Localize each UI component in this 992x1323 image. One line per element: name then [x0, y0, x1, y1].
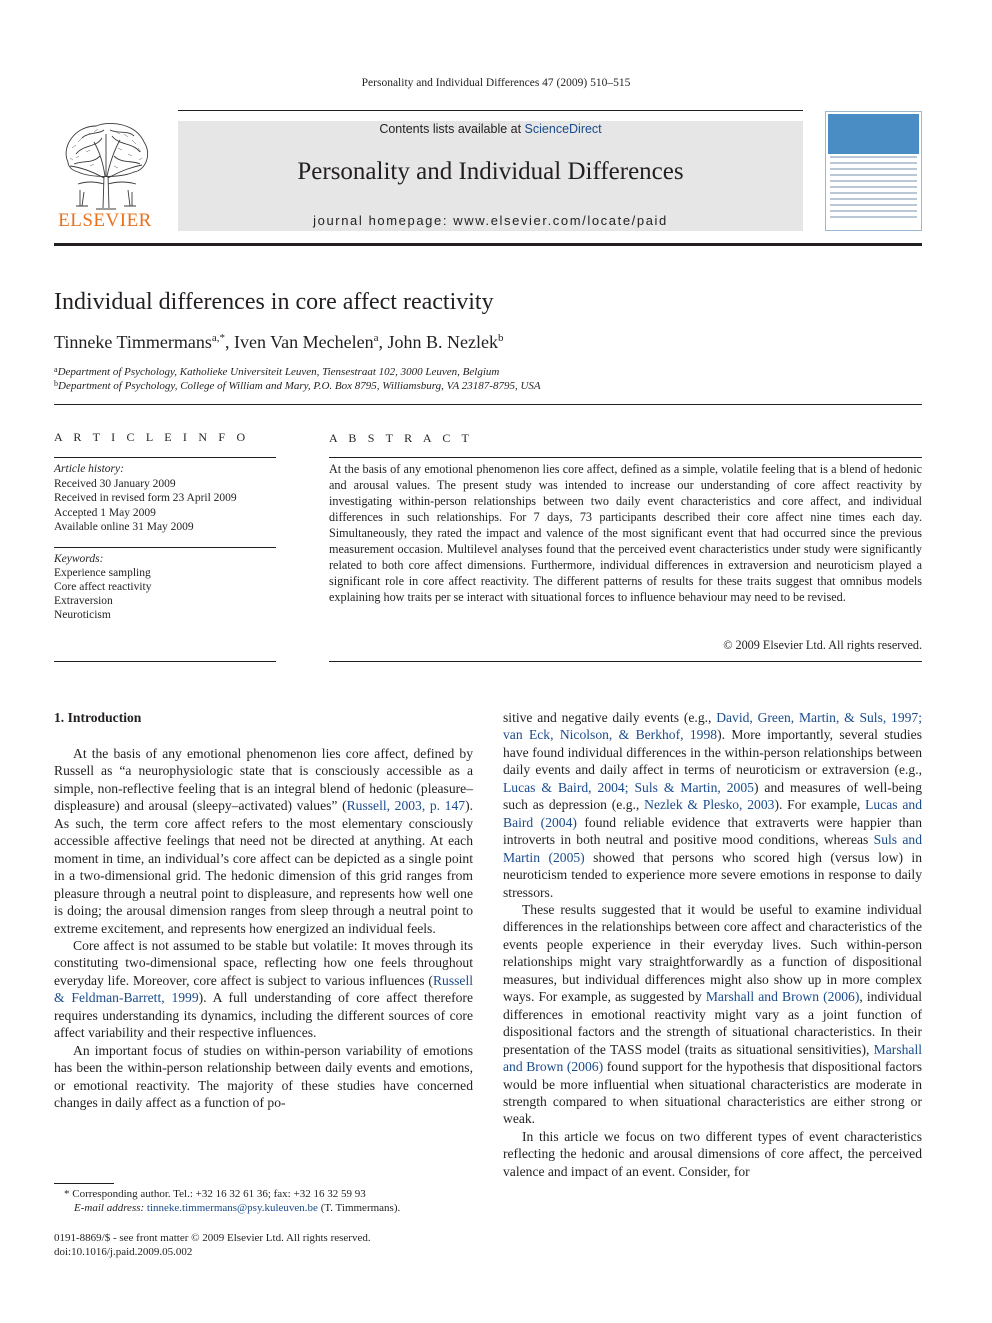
top-rule [178, 110, 803, 111]
elsevier-logo[interactable] [54, 118, 156, 230]
elsevier-tree-icon [56, 118, 156, 210]
email-label: E-mail address: [74, 1202, 147, 1214]
keyword-item: Experience sampling [54, 567, 151, 579]
section-heading-introduction: 1. Introduction [54, 710, 142, 725]
abstract-bottom-rule [329, 661, 922, 662]
footnote-rule [54, 1183, 114, 1184]
author-affil-marker[interactable]: b [498, 332, 504, 344]
journal-homepage[interactable]: journal homepage: www.elsevier.com/locate/paid [313, 213, 668, 228]
history-item: Available online 31 May 2009 [54, 521, 194, 533]
contents-prefix: Contents lists available at [379, 122, 525, 136]
article-info-bottom-rule [54, 661, 276, 662]
author-affil-marker[interactable]: a,* [211, 332, 226, 344]
email-link[interactable]: tinneke.timmermans@psy.kuleuven.be [146, 1202, 318, 1214]
author-name: Iven Van Mechelen [234, 332, 374, 352]
affiliation-text: Department of Psychology, College of William and Mary, P.O. Box 8795, Williamsburg, VA 23187-8795, USA [58, 380, 541, 392]
paragraph-text: showed that persons who scored high (versus low) in neuroticism tended to experience more severe emotions in response to daily stressors. [503, 849, 923, 900]
paragraph-text: sitive and negative daily events (e.g., [503, 710, 717, 725]
paragraph-text: ). As such, the term core affect refers to the most elementary consciously accessible affective feelings that need not be directed at anything. At each moment in time, an individual’s core affect can be depicted as a single point in a two-dimensional grid. The hedonic dimension of this grid ranges from pleasure through a neutral point to displeasure, and represents how well one is doing; the arousal dimension ranges from sleep through a neutral point to extreme excitement, and represents how energized an individual feels. [54, 798, 473, 936]
history-item: Received in revised form 23 April 2009 [54, 492, 237, 504]
header-divider [54, 243, 922, 246]
article-history [54, 462, 237, 535]
paragraph-text: , individual differences in emotional reactivity might vary as a joint function of dispositional factors and the strength of situational characteristics. In their presentation of the TASS model (traits as situational sensitivities), [503, 989, 922, 1057]
affiliation-marker: b [54, 379, 58, 388]
body-paragraph [503, 709, 922, 901]
body-paragraph [503, 901, 922, 1128]
body-column-right [503, 709, 922, 1180]
author-list [54, 332, 504, 353]
author-separator: , [225, 332, 235, 352]
journal-cover-thumbnail[interactable] [825, 111, 922, 231]
history-item: Accepted 1 May 2009 [54, 506, 156, 519]
keywords [54, 552, 152, 622]
paragraph-text: ). For example, [774, 797, 866, 813]
paragraph-text: Core affect is not assumed to be stable but volatile: It moves through its constituting two-dimensional space, reflecting how one feels throughout everyday life. Moreover, core affect is subject to various influences ( [54, 937, 473, 988]
keywords-rule [54, 547, 276, 548]
email-footnote [54, 1201, 400, 1215]
article-info-label: A R T I C L E I N F O [54, 430, 250, 444]
citation-link[interactable]: David, Green, Martin, & Suls, 1997; van Eck, Nicolson, & Berkhof, 1998 [503, 710, 922, 743]
doi-line[interactable]: doi:10.1016/j.paid.2009.05.002 [54, 1246, 193, 1258]
author-separator: , [378, 332, 388, 352]
author-name: John B. Nezlek [387, 332, 499, 352]
body-column-left [54, 745, 473, 1112]
running-head: Personality and Individual Differences 47 (2009) 510–515 [361, 77, 631, 89]
body-paragraph [54, 937, 473, 1042]
abstract-copyright: © 2009 Elsevier Ltd. All rights reserved. [723, 638, 922, 652]
paragraph-text: An important focus of studies on within-person variability of emotions has been the within-person relationship between daily events and emotions, or emotional reactivity. The majority of these studies have concerned changes in daily affect as a function of po- [54, 1042, 473, 1111]
contents-line [178, 121, 803, 136]
paragraph-text: ). More importantly, several studies have found individual differences in the within-person relationships between daily events and daily affect in terms of neuroticism or extraversion (e.g., [503, 727, 922, 778]
author-affil-marker[interactable]: a [373, 332, 379, 344]
affiliation-text: Department of Psychology, Katholieke Universiteit Leuven, Tiensestraat 102, 3000 Leuven, Belgium [57, 366, 500, 378]
cover-contents-lines [830, 156, 917, 222]
abstract-text: At the basis of any emotional phenomenon lies core affect, defined as a simple, volatile feeling that is a blend of hedonic and arousal values. The present study was intended to increase our understanding of core affect reactivity by investigating within-person relationships between two daily event characteristics and core affect, and individual differences in such relationships. For 7 days, 73 participants described their core affect nine times each day. Simultaneously, they rated the impact and valence of the most significant event that had occurred since the previous measurement occasion. Multilevel analyses found that the perceived event characteristics under study were significantly related to both core affect dimensions. Furthermore, individual differences in extraversion and neuroticism played a significant role in core affect reactivity. The different patterns of results for these traits suggest that omnibus models explaining how traits per se interact with situational forces to influence behaviour may need to be revised. [329, 462, 922, 604]
journal-banner [178, 121, 803, 231]
cover-header-band [828, 114, 919, 154]
body-paragraph [54, 745, 473, 937]
elsevier-wordmark: ELSEVIER [58, 210, 152, 231]
keyword-item: Core affect reactivity [54, 581, 152, 593]
corresponding-author-footnote: * Corresponding author. Tel.: +32 16 32 61 36; fax: +32 16 32 59 93 [64, 1188, 366, 1200]
history-item: Received 30 January 2009 [54, 477, 176, 490]
paragraph-text: found reliable evidence that extraverts were happier than introverts in both neutral and positive mood conditions, whereas [503, 814, 923, 848]
keyword-item: Extraversion [54, 595, 113, 607]
citation-link[interactable]: Suls and Martin (2005) [503, 832, 923, 865]
citation-link[interactable]: Russell, 2003, p. 147 [346, 798, 466, 814]
paragraph-text: found support for the hypothesis that dispositional factors would be more influential when situational characteristics are moderate in strength compared to when situational characteristics are either strong or weak. [503, 1059, 922, 1127]
paragraph-text: In this article we focus on two different types of event characteristics reflecting the hedonic and arousal dimensions of core affect, the perceived valence and impact of an event. Consider, for [503, 1128, 922, 1179]
citation-link[interactable]: Lucas and Baird (2004) [503, 797, 922, 830]
keyword-item: Neuroticism [54, 609, 111, 621]
keywords-header: Keywords: [54, 553, 104, 565]
paragraph-text: At the basis of any emotional phenomenon lies core affect, defined by Russell as “a neurophysiologic state that is consciously accessible as a simple, non-reflective feeling that is an integral blend of hedonic (pleasure–displeasure) and arousal (sleepy–activated) values” ( [54, 746, 473, 814]
issn-doi-block [54, 1231, 371, 1259]
journal-title: Personality and Individual Differences [297, 158, 684, 185]
issn-line: 0191-8869/$ - see front matter © 2009 Elsevier Ltd. All rights reserved. [54, 1232, 371, 1244]
paragraph-text: ) and measures of well-being such as depression (e.g., [503, 779, 922, 813]
citation-link[interactable]: Marshall and Brown (2006) [503, 1041, 922, 1075]
body-paragraph [54, 1042, 473, 1112]
citation-link[interactable]: Russell & Feldman-Barrett, 1999 [54, 972, 473, 1006]
abstract-label: A B S T R A C T [329, 431, 474, 445]
affiliation-a [54, 365, 499, 378]
paragraph-text: ). A full understanding of core affect therefore requires understanding its dynamics, including the different sources of core affect variability and their respective influences. [54, 990, 473, 1041]
citation-link[interactable]: Marshall and Brown (2006) [705, 989, 860, 1005]
author-name: Tinneke Timmermans [54, 332, 212, 352]
sciencedirect-link[interactable]: ScienceDirect [524, 122, 602, 136]
history-header: Article history: [54, 463, 124, 475]
citation-link[interactable]: Lucas & Baird, 2004; Suls & Martin, 2005 [503, 779, 754, 795]
citation-link[interactable]: Nezlek & Plesko, 2003 [644, 797, 775, 813]
paragraph-text: These results suggested that it would be useful to examine individual differences in the relationships between core affect and characteristics of the events people experience in their everyday lives. Such within-person relationships might vary straightforwardly as a function of dispositional measures, but individual differences might also show up in more complex ways. For example, as suggested by [503, 901, 922, 1005]
article-title: Individual differences in core affect reactivity [54, 289, 494, 315]
email-suffix: (T. Timmermans). [317, 1202, 401, 1214]
abstract-rule [329, 457, 922, 458]
body-paragraph [503, 1128, 922, 1180]
affiliation-b [54, 379, 541, 392]
article-info-rule [54, 457, 276, 458]
affiliation-divider [54, 404, 922, 405]
affiliation-marker: a [54, 365, 58, 374]
